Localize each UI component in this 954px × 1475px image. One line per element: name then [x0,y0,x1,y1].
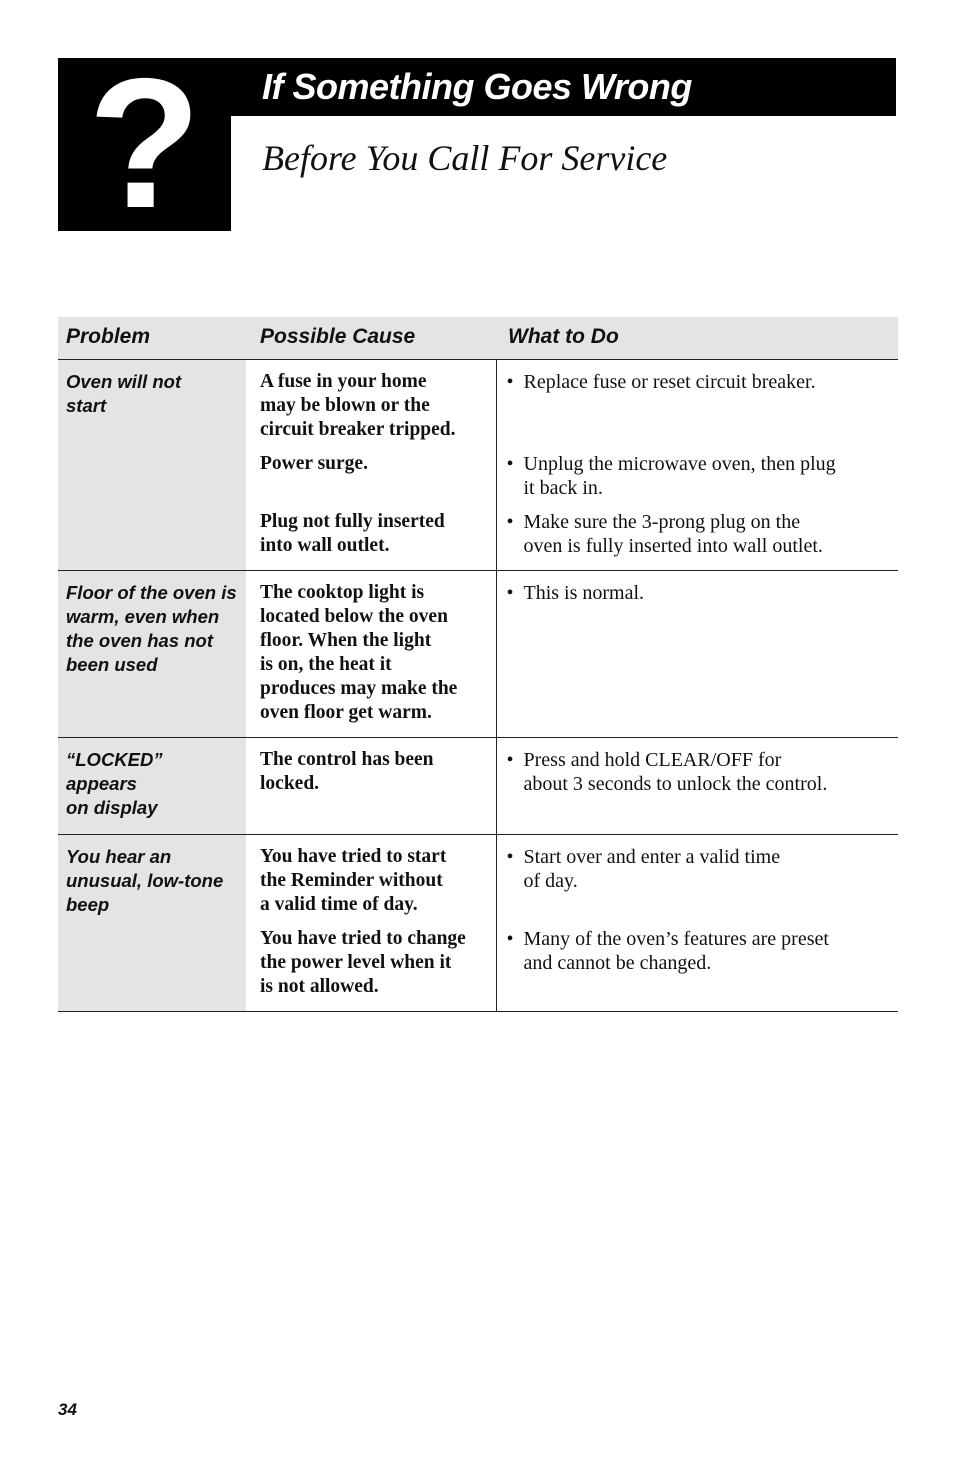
table-row [58,737,898,834]
action-item [507,927,895,975]
cause-text: The control has been locked. [260,748,434,794]
cause-text: A fuse in your home may be blown or the circuit breaker tripped. [260,370,456,440]
problem-text: Floor of the oven is warm, even when the oven has not been used [66,581,237,675]
action-item [507,370,895,452]
action-item [507,748,895,796]
action-text: Make sure the 3-prong plug on the oven is fully inserted into wall outlet. [523,510,823,557]
cause-text: You have tried to change the power level when it is not allowed. [260,927,466,997]
cause-cell [246,737,496,834]
column-header-what-to-do: What to Do [496,317,898,359]
page-subtitle: Before You Call For Service [262,138,668,178]
cause-cell [246,359,496,570]
cause-text: The cooktop light is located below the oven floor. When the light is on, the heat it produces may make the oven floor get warm. [260,581,458,723]
action-text: This is normal. [523,581,645,604]
problem-cell [58,570,246,737]
cause-text: Power surge. [260,452,368,474]
action-item [507,581,895,605]
table-row [58,359,898,570]
bullet-icon: • [506,581,514,604]
action-cell [496,570,898,737]
column-header-possible-cause: Possible Cause [246,317,496,359]
troubleshooting-table [58,317,898,1012]
action-cell [496,737,898,834]
action-text: Start over and enter a valid time of day. [523,845,781,892]
action-cell [496,359,898,570]
column-header-problem: Problem [58,317,246,359]
problem-cell [58,737,246,834]
action-item [507,510,895,558]
problem-cell [58,834,246,1011]
action-text: Unplug the microwave oven, then plug it back in. [523,452,836,499]
table-header-row [58,317,898,359]
cause-text: Plug not fully inserted into wall outlet. [260,510,445,556]
page-number: 34 [58,1400,77,1419]
question-mark-icon: ? [58,58,231,231]
problem-text: You hear an unusual, low-tone beep [66,845,224,915]
cause-text: You have tried to start the Reminder without a valid time of day. [260,845,447,915]
action-text: Replace fuse or reset circuit breaker. [523,370,816,393]
page-title: If Something Goes Wrong [231,58,896,116]
bullet-icon: • [506,370,514,393]
bullet-icon: • [506,748,514,771]
cause-cell [246,570,496,737]
bullet-icon: • [506,452,514,475]
action-item [507,845,895,927]
action-cell [496,834,898,1011]
action-text: Many of the oven’s features are preset and cannot be changed. [523,927,829,974]
problem-cell [58,359,246,570]
cause-cell [246,834,496,1011]
problem-text: Oven will not start [66,370,182,416]
table-row [58,570,898,737]
problem-text: “LOCKED” appears on display [66,748,163,818]
action-text: Press and hold CLEAR/OFF for about 3 seconds to unlock the control. [523,748,828,795]
action-item [507,452,895,510]
bullet-icon: • [506,510,514,533]
table-row [58,834,898,1011]
bullet-icon: • [506,927,514,950]
bullet-icon: • [506,845,514,868]
